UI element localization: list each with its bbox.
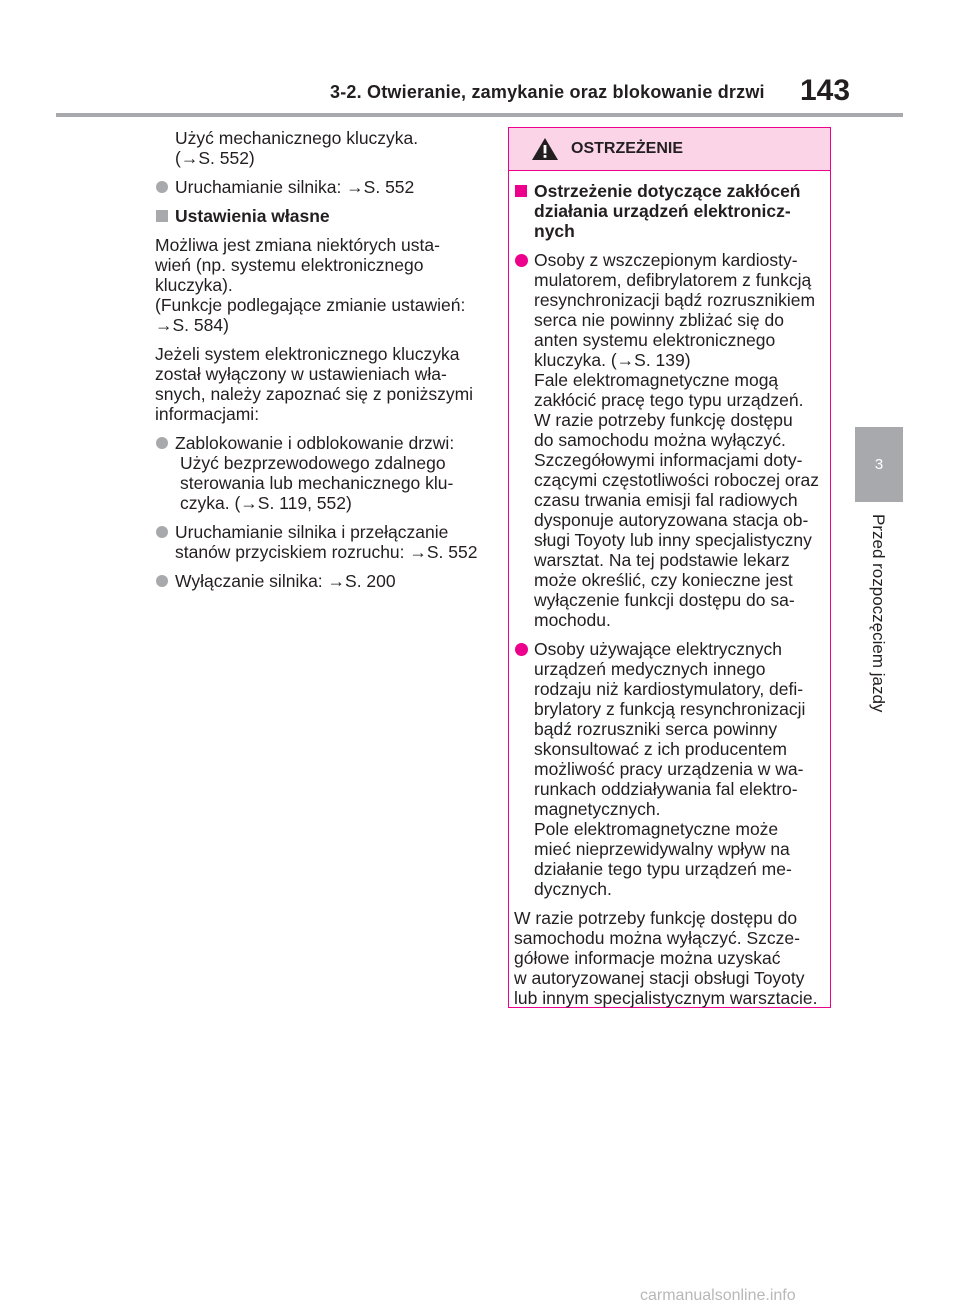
left-column (155, 128, 485, 600)
bullet-engine-stop: Wyłączanie silnika: →S. 200 (155, 571, 485, 591)
square-bullet-icon (515, 185, 527, 197)
warning-header (509, 128, 830, 171)
warning-triangle-icon (531, 137, 559, 161)
settings-paragraph: Możliwa jest zmiana niektórych usta- wień (np. systemu elektronicznego kluczyka). (Funkcje podlegające zmianie ustawień: →S. 584) (155, 235, 466, 335)
warning-closing-paragraph: W razie potrzeby funkcję dostępu do samochodu można wyłączyć. Szcze- gółowe informacje można uzyskać w autoryzowanej stacji obsługi Toyoty lub innym specjalistycznym warsztacie. (514, 908, 818, 1008)
mechanical-key-text: Użyć mechanicznego kluczyka. (→S. 552) (175, 128, 419, 168)
chapter-number: 3 (874, 456, 884, 473)
chapter-tab[interactable] (855, 427, 903, 502)
bullet-switch-modes: Uruchamianie silnika i przełączanie stanów przyciskiem rozruchu: →S. 552 (155, 522, 485, 562)
warning-bullet-medical-devices: Osoby używające elektrycznych urządzeń medycznych innego rodzaju niż kardiostymulatory, defi- brylatory z funkcją resynchronizacji bądź rozruszniki serca powinny skonsultować z ich producentem możliwość pracy urządzenia w wa- runkach oddziaływania fal elektro- magnetycznych. Pole elektromagnetyczne może mieć nieprzewidywalny wpływ na działanie tego typu urządzeń me- dycznych. (514, 639, 822, 899)
header-rule (56, 113, 903, 117)
watermark[interactable]: carmanualsonline.info (640, 1287, 796, 1304)
bullet-icon (156, 437, 168, 449)
chapter-title: Przed rozpoczęciem jazdy (869, 514, 888, 713)
section-title: 3-2. Otwieranie, zamykanie oraz blokowanie drzwi (330, 82, 765, 102)
warning-bullet-pacemaker: Osoby z wszczepionym kardiosty- mulatorem, defibrylatorem z funkcją resynchronizacji bądź rozrusznikiem serca nie powinny zbliżać się do anten systemu elektronicznego kluczyka. (→S. 139) Fale elektromagnetyczne mogą zakłócić pracę tego typu urządzeń. W razie potrzeby funkcję dostępu do samochodu można wyłączyć. Szczegółowymi informacjami doty- czącymi częstotliwości roboczej oraz czasu trwania emisji fal radiowych dysponuje autoryzowana stacja ob- sługi Toyoty lub inny specjalistyczny warsztat. Na tej podstawie lekarz może określić, czy konieczne jest wyłączenie funkcji dostępu do sa- mochodu. (514, 250, 822, 630)
warning-box (508, 127, 831, 1008)
disabled-paragraph: Jeżeli system elektronicznego kluczyka został wyłączony w ustawieniach wła- snych, należy zapoznać się z poniższymi informacjami: (155, 344, 474, 424)
warning-title: OSTRZEŻENIE (571, 140, 684, 157)
page-number: 143 (800, 74, 851, 107)
bullet-icon (515, 643, 528, 656)
bullet-icon (156, 575, 168, 587)
warning-body (509, 171, 830, 1008)
bullet-icon (156, 181, 168, 193)
bullet-icon (156, 526, 168, 538)
square-bullet-icon (156, 210, 168, 222)
warning-heading: Ostrzeżenie dotyczące zakłóceń działania urządzeń elektronicz- nych (514, 181, 822, 241)
bullet-lock-unlock: Zablokowanie i odblokowanie drzwi: Użyć bezprzewodowego zdalnego sterowania lub mechanicznego klu- czyka. (→S. 119, 552) (155, 433, 485, 513)
heading-settings: Ustawienia własne (155, 206, 485, 226)
bullet-icon (515, 254, 528, 267)
bullet-engine-start: Uruchamianie silnika: →S. 552 (155, 177, 485, 197)
